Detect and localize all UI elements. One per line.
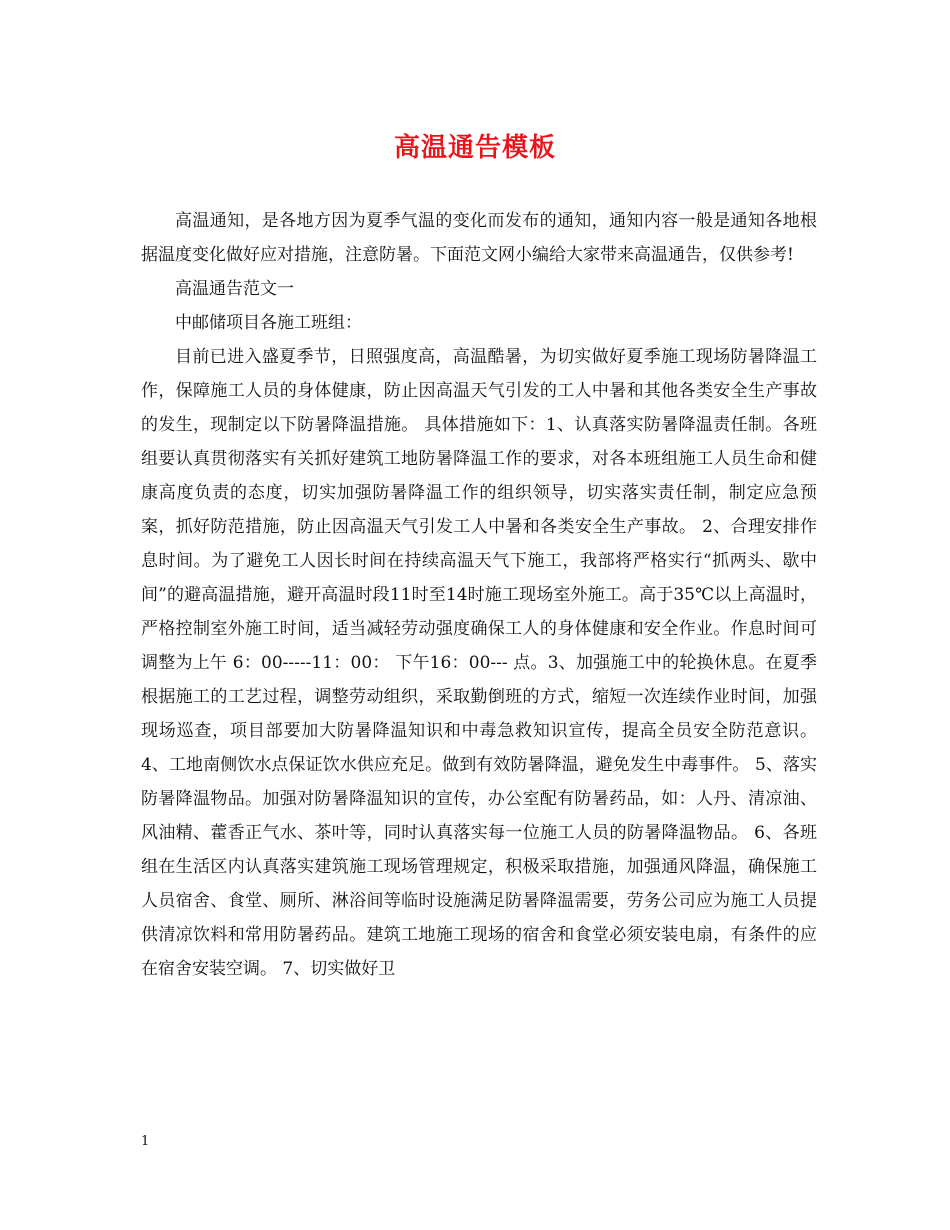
notice-body-paragraph: 目前已进入盛夏季节，日照强度高，高温酷暑，为切实做好夏季施工现场防暑降温工作，保障施工人员的身体健康，防止因高温天气引发的工人中暑和其他各类安全生产事故的发生，现制定以下防暑降温措施。 具体措施如下：1、认真落实防暑降温责任制。各班组要认真贯彻落实有关抓好建筑工地防暑降温工作的要求，对各本班组施工人员生命和健康高度负责的态度，切实加强防暑降温工作的组织领导，切实落实责任制，制定应急预案，抓好防范措施，防止因高温天气引发工人中暑和各类安全生产事故。 2、合理安排作息时间。为了避免工人因长时间在持续高温天气下施工，我部将严格实行“抓两头、歇中间”的避高温措施，避开高温时段11时至14时施工现场室外施工。高于35℃以上高温时，严格控制室外施工时间，适当减轻劳动强度确保工人的身体健康和安全作业。作息时间可调整为上午 6：00-----11：00： 下午16：00--- 点。3、加强施工中的轮换休息。在夏季根据施工的工艺过程，调整劳动组织，采取勤倒班的方式，缩短一次连续作业时间，加强现场巡查，项目部要加大防暑降温知识和中毒急救知识宣传，提高全员安全防范意识。 4、工地南侧饮水点保证饮水供应充足。做到有效防暑降温，避免发生中毒事件。 5、落实防暑降温物品。加强对防暑降温知识的宣传，办公室配有防暑药品，如：人丹、清凉油、风油精、藿香正气水、茶叶等，同时认真落实每一位施工人员的防暑降温物品。 6、各班组在生活区内认真落实建筑施工现场管理规定，积极采取措施，加强通风降温，确保施工人员宿舍、食堂、厕所、淋浴间等临时设施满足防暑降温需要，劳务公司应为施工人员提供清凉饮料和常用防暑药品。建筑工地施工现场的宿舍和食堂必须安装电扇，有条件的应在宿舍安装空调。 7、切实做好卫	[141, 347, 817, 979]
intro-paragraph: 高温通知，是各地方因为夏季气温的变化而发布的通知，通知内容一般是通知各地根据温度变化做好应对措施，注意防暑。下面范文网小编给大家带来高温通告，仅供参考!	[141, 211, 817, 265]
salutation: 中邮储项目各施工班组：	[175, 313, 362, 333]
section-heading: 高温通告范文一	[175, 279, 294, 299]
document-body	[141, 204, 817, 986]
document-title: 高温通告模板	[393, 133, 556, 163]
page-number: 1	[141, 1134, 150, 1149]
